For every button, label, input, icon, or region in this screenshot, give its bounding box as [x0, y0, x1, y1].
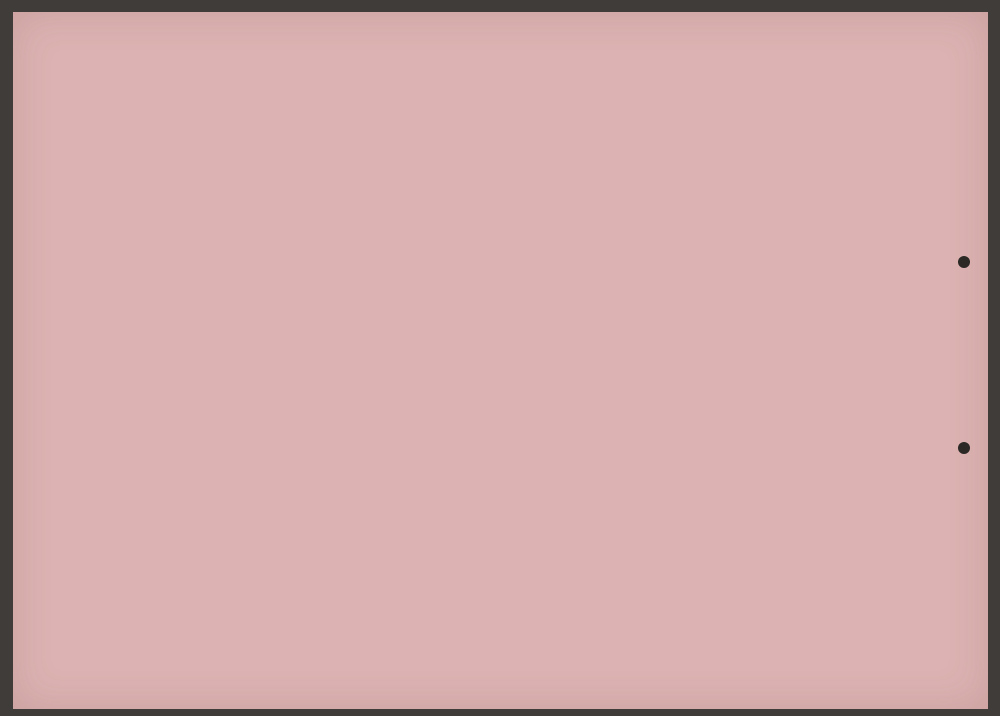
punch-hole — [958, 442, 970, 454]
record-sheet — [13, 12, 988, 709]
punch-hole — [958, 256, 970, 268]
